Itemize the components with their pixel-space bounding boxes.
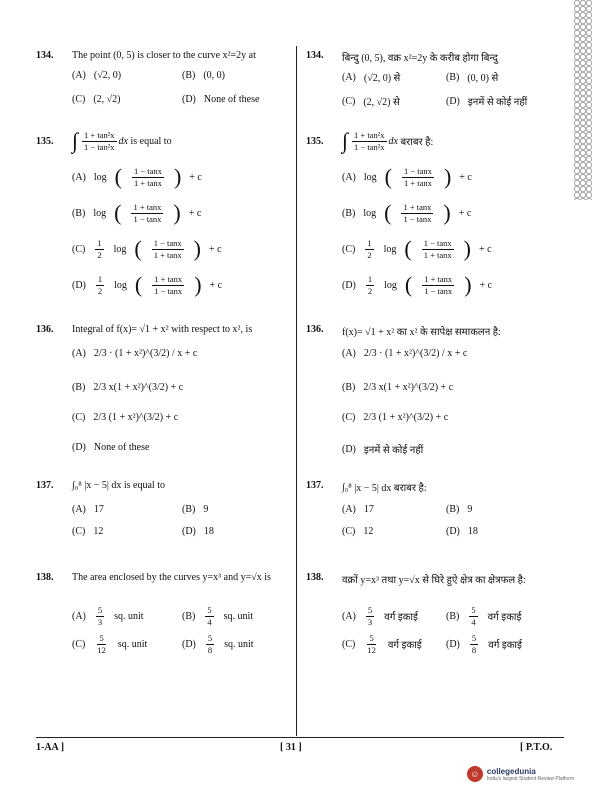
- option-b: (B) $\frac{5}{4}$ वर्ग इकाई: [446, 605, 522, 627]
- question-number: 137.: [36, 480, 54, 491]
- logo-name: collegedunia: [486, 766, 536, 776]
- option-d: (D) $\frac{5}{8}$ वर्ग इकाई: [446, 633, 522, 655]
- option-a: (A) $\frac{5}{3}$ sq. unit: [72, 605, 144, 627]
- question-number: 136.: [36, 324, 54, 335]
- option-c: (C) $\frac{5}{12}$ sq. unit: [72, 633, 148, 655]
- decorative-border-strip: [574, 0, 592, 200]
- option-b: (B) (0, 0) से: [446, 71, 499, 84]
- option-d: (D) इनमें से कोई नहीं: [446, 95, 528, 108]
- option-b: (B) (0, 0): [182, 70, 226, 81]
- option-c: (C) (2, √2) से: [342, 95, 400, 108]
- option-b: (B) $\frac{5}{4}$ sq. unit: [182, 605, 254, 627]
- question-text: The point (0, 5) is closer to the curve x²=2y at: [72, 50, 256, 61]
- option-c: (C) 2/3 (1 + x²)^(3/2) + c: [342, 412, 449, 423]
- option-d: (D) $\frac{1}{2}$ log ( $\frac{1 + \tan x}{1 - \tan x}$ ) + c: [72, 272, 223, 297]
- question-text: वक्रों y=x³ तथा y=√x से घिरे हुऐ क्षेत्र का क्षेत्रफल है:: [342, 575, 526, 586]
- question-integral: ∫₀⁸ |x − 5| dx बराबर है:: [342, 481, 427, 494]
- question-number: 134.: [36, 50, 54, 61]
- question-number: 138.: [306, 572, 324, 583]
- option-b: (B) 2/3 x(1 + x²)^(3/2) + c: [342, 382, 454, 393]
- question-integral: ∫ $\frac{\text{1 + tan²x}}{\text{1 − tan²x}}$ dx is equal to: [72, 128, 172, 153]
- question-number: 134.: [306, 50, 324, 61]
- logo-icon: ☺: [467, 766, 483, 782]
- option-d: (D) None of these: [182, 94, 260, 105]
- option-b: (B) log ( $\frac{1 + \tan x}{1 - \tan x}$ ) + c: [342, 200, 472, 225]
- question-number: 136.: [306, 324, 324, 335]
- logo-tagline: India's largest Student Review Platform: [486, 775, 574, 782]
- option-c: (C) 2/3 (1 + x²)^(3/2) + c: [72, 412, 179, 423]
- option-c: (C) 12: [72, 526, 104, 537]
- option-a: (A) 2/3 · (1 + x²)^(3/2) / x + c: [72, 348, 198, 359]
- footer-left: 1-AA ]: [36, 742, 65, 753]
- option-d: (D) $\frac{5}{8}$ sq. unit: [182, 633, 254, 655]
- option-c: (C) 12: [342, 526, 374, 537]
- question-integral: ∫₀⁸ |x − 5| dx is equal to: [72, 480, 165, 491]
- page-number: [ 31 ]: [280, 742, 302, 753]
- footer-right: [ P.T.O.: [520, 742, 553, 753]
- option-c: (C) (2, √2): [72, 94, 121, 105]
- question-number: 137.: [306, 480, 324, 491]
- option-a: (A) $\frac{5}{3}$ वर्ग इकाई: [342, 605, 418, 627]
- option-a: (A) (√2, 0) से: [342, 71, 401, 84]
- option-a: (A) 2/3 · (1 + x²)^(3/2) / x + c: [342, 348, 468, 359]
- question-text: f(x)= √1 + x² का x² के सापेक्ष समाकलन है:: [342, 327, 501, 338]
- option-d: (D) $\frac{1}{2}$ log ( $\frac{1 + \tan x}{1 - \tan x}$ ) + c: [342, 272, 493, 297]
- option-a: (A) 17: [72, 504, 104, 515]
- question-number: 138.: [36, 572, 54, 583]
- option-b: (B) log ( $\frac{1 + \tan x}{1 - \tan x}$ ) + c: [72, 200, 202, 225]
- option-c: (C) $\frac{1}{2}$ log ( $\frac{1 - \tan x}{1 + \tan x}$ ) + c: [72, 236, 222, 261]
- question-integral: ∫ $\frac{\text{1 + tan²x}}{\text{1 − tan²x}}$ dx बराबर है:: [342, 128, 434, 153]
- option-d: (D) 18: [182, 526, 214, 537]
- collegedunia-logo: [467, 766, 574, 782]
- option-a: (A) log ( $\frac{1 - \tan x}{1 + \tan x}$ ) + c: [72, 164, 202, 189]
- option-a: (A) log ( $\frac{1 - \tan x}{1 + \tan x}$ ) + c: [342, 164, 472, 189]
- option-c: (C) $\frac{1}{2}$ log ( $\frac{1 - \tan x}{1 + \tan x}$ ) + c: [342, 236, 492, 261]
- question-text: बिन्दु (0, 5), वक्र x²=2y के करीब होगा बिन्दु: [342, 53, 498, 64]
- footer-rule: [36, 737, 564, 738]
- option-b: (B) 2/3 x(1 + x²)^(3/2) + c: [72, 382, 184, 393]
- option-d: (D) 18: [446, 526, 478, 537]
- option-a: (A) 17: [342, 504, 374, 515]
- question-number: 135.: [36, 136, 54, 147]
- option-a: (A) (√2, 0): [72, 70, 122, 81]
- option-c: (C) $\frac{5}{12}$ वर्ग इकाई: [342, 633, 422, 655]
- question-text: The area enclosed by the curves y=x³ and y=√x is: [72, 572, 271, 583]
- question-text: Integral of f(x)= √1 + x² with respect to x², is: [72, 324, 253, 335]
- option-d: (D) इनमें से कोई नहीं: [342, 443, 424, 456]
- option-b: (B) 9: [182, 504, 209, 515]
- option-b: (B) 9: [446, 504, 473, 515]
- option-d: (D) None of these: [72, 442, 150, 453]
- question-number: 135.: [306, 136, 324, 147]
